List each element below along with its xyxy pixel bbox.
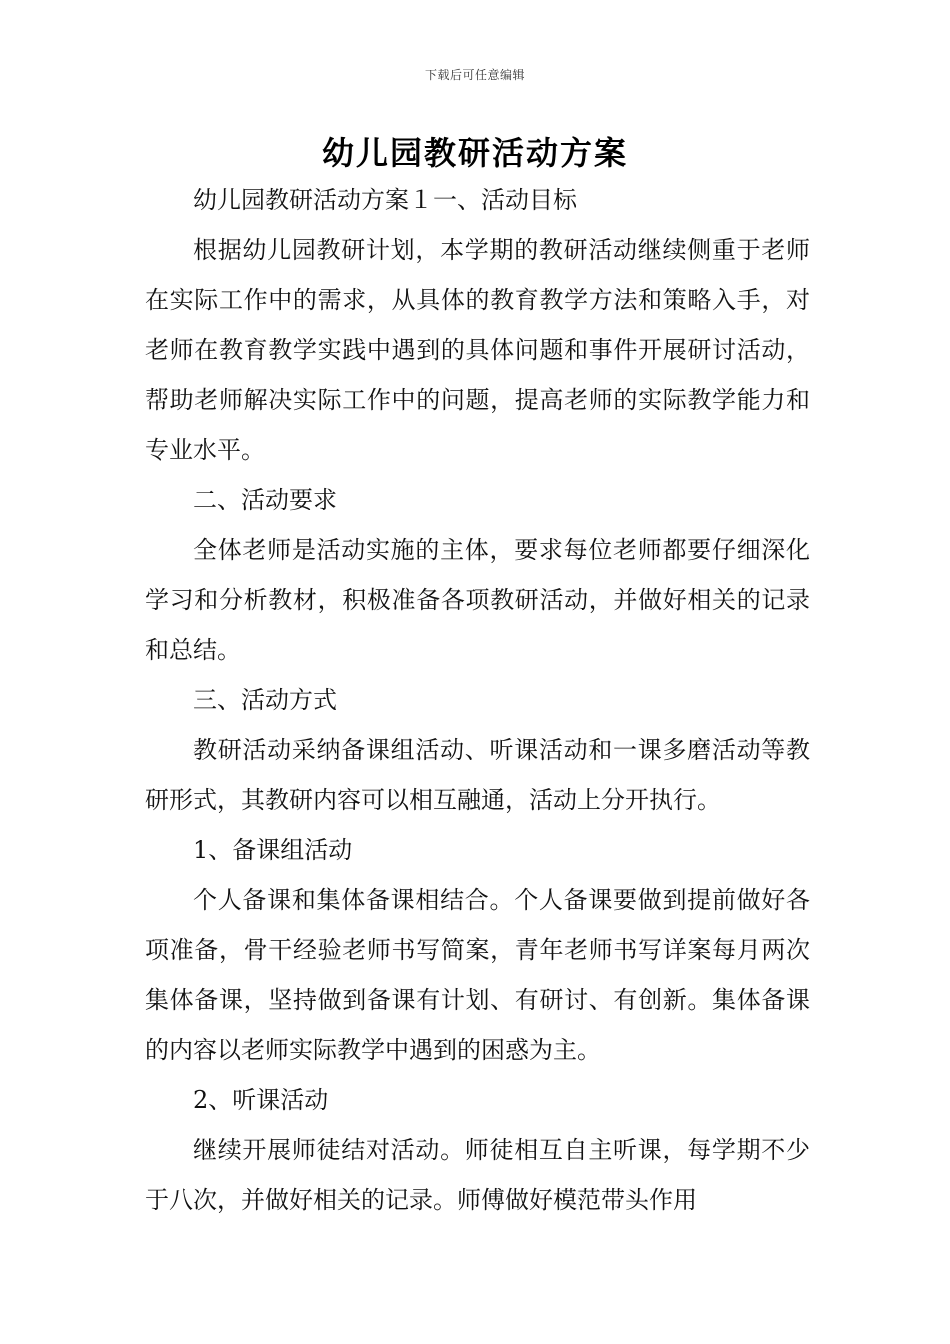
paragraph-observation-heading: 2、听课活动 (193, 1086, 329, 1114)
paragraph-lesson-prep-content: 个人备课和集体备课相结合。个人备课要做到提前做好各项准备，骨干经验老师书写简案，青年老师书写详案每月两次集体备课，坚持做到备课有计划、有研讨、有创新。集体备课的内容以老师实际教学中遇到的困惑为主。 (145, 886, 810, 1064)
paragraph-lesson-prep-heading: 1、备课组活动 (193, 836, 353, 864)
paragraph-requirements-content: 全体老师是活动实施的主体，要求每位老师都要仔细深化学习和分析教材，积极准备各项教研活动，并做好相关的记录和总结。 (145, 536, 810, 664)
paragraph-intro-goal-heading: 幼儿园教研活动方案１一、活动目标 (193, 186, 577, 214)
paragraph-goal-content: 根据幼儿园教研计划，本学期的教研活动继续侧重于老师在实际工作中的需求，从具体的教育教学方法和策略入手，对老师在教育教学实践中遇到的具体问题和事件开展研讨活动，帮助老师解决实际工作中的问题，提高老师的实际教学能力和专业水平。 (145, 236, 810, 464)
paragraph-observation-content: 继续开展师徒结对活动。师徒相互自主听课，每学期不少于八次，并做好相关的记录。师傅做好模范带头作用 (145, 1136, 810, 1214)
document-body (145, 175, 810, 1225)
document-title: 幼儿园教研活动方案 (321, 134, 628, 172)
paragraph-methods-heading: 三、活动方式 (193, 686, 337, 714)
paragraph-methods-content: 教研活动采纳备课组活动、听课活动和一课多磨活动等教研形式，其教研内容可以相互融通，活动上分开执行。 (145, 736, 810, 814)
paragraph-requirements-heading: 二、活动要求 (193, 486, 337, 514)
header-note: 下载后可任意编辑 (424, 68, 525, 82)
